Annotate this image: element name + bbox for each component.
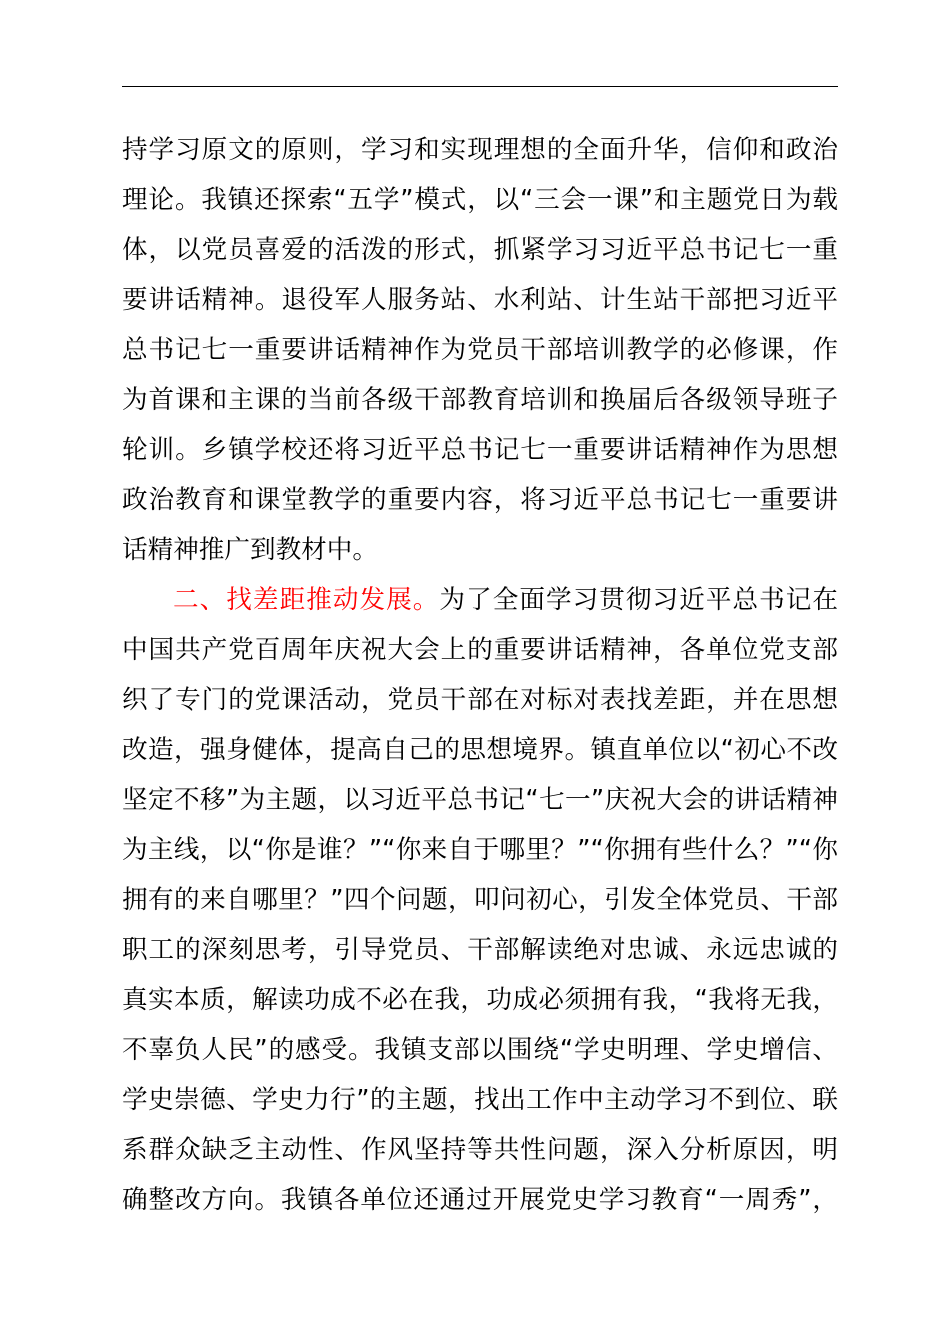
paragraph-line: 体，以党员喜爱的活泼的形式，抓紧学习习近平总书记七一重 [122, 235, 838, 265]
paragraph-line: 为主线，以“你是谁？”“你来自于哪里？”“你拥有些什么？”“你 [122, 835, 838, 865]
paragraph-line: 政治教育和课堂教学的重要内容，将习近平总书记七一重要讲 [122, 485, 838, 515]
paragraph-line: 真实本质，解读功成不必在我，功成必须拥有我，“我将无我， [122, 985, 838, 1015]
paragraph-line: 学史崇德、学史力行”的主题，找出工作中主动学习不到位、联 [122, 1085, 838, 1115]
paragraph-line: 持学习原文的原则，学习和实现理想的全面升华，信仰和政治 [122, 135, 838, 165]
header-rule [122, 86, 838, 87]
paragraph-line: 确整改方向。我镇各单位还通过开展党史学习教育“一周秀”， [122, 1185, 838, 1215]
paragraph-line: 理论。我镇还探索“五学”模式，以“三会一课”和主题党日为载 [122, 185, 838, 215]
paragraph-line: 拥有的来自哪里？”四个问题，叩问初心，引发全体党员、干部 [122, 885, 838, 915]
paragraph-line: 织了专门的党课活动，党员干部在对标对表找差距，并在思想 [122, 685, 838, 715]
section-heading: 二、找差距推动发展。 [173, 585, 440, 615]
paragraph-line: 职工的深刻思考，引导党员、干部解读绝对忠诚、永远忠诚的 [122, 935, 838, 965]
section-heading-text: 为了全面学习贯彻习近平总书记在 [439, 585, 838, 615]
paragraph-line: 系群众缺乏主动性、作风坚持等共性问题，深入分析原因，明 [122, 1135, 838, 1165]
section-heading-line [173, 575, 838, 625]
paragraph-line: 总书记七一重要讲话精神作为党员干部培训教学的必修课，作 [122, 335, 838, 365]
paragraph-line: 要讲话精神。退役军人服务站、水利站、计生站干部把习近平 [122, 285, 838, 315]
paragraph-line: 坚定不移”为主题，以习近平总书记“七一”庆祝大会的讲话精神 [122, 785, 838, 815]
paragraph-line: 中国共产党百周年庆祝大会上的重要讲话精神，各单位党支部 [122, 635, 838, 665]
paragraph-line: 为首课和主课的当前各级干部教育培训和换届后各级领导班子 [122, 385, 838, 415]
paragraph-line: 不辜负人民”的感受。我镇支部以围绕“学史明理、学史增信、 [122, 1035, 838, 1065]
paragraph-line: 轮训。乡镇学校还将习近平总书记七一重要讲话精神作为思想 [122, 435, 838, 465]
paragraph-line: 话精神推广到教材中。 [122, 535, 378, 565]
paragraph-line: 改造，强身健体，提高自己的思想境界。镇直单位以“初心不改 [122, 735, 838, 765]
